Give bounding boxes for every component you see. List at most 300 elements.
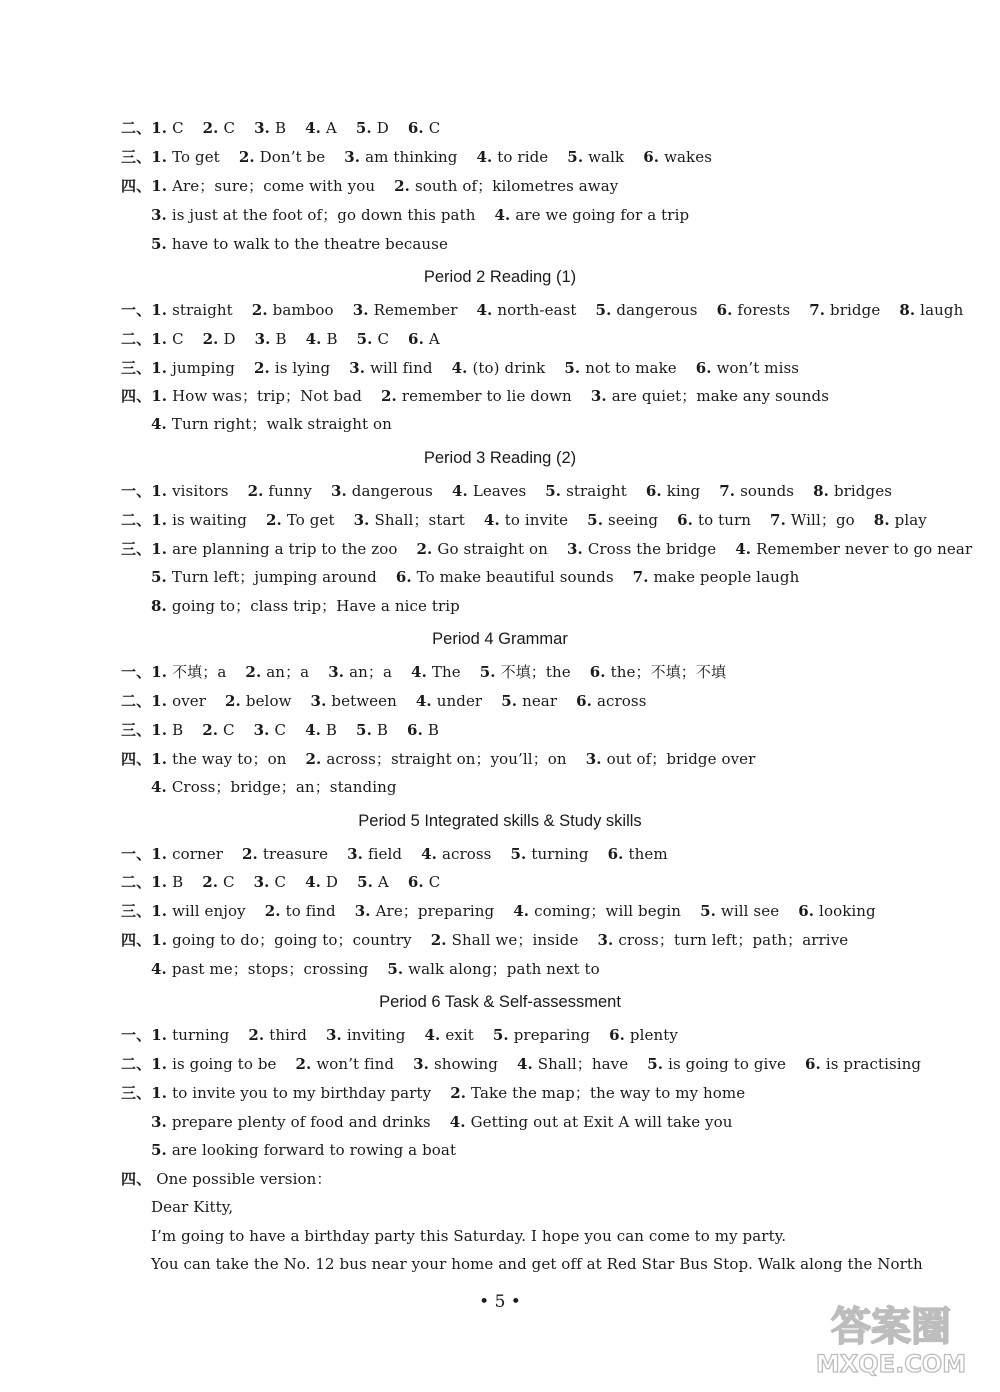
answer-text: going to；class trip；Have a nice trip (171, 597, 460, 615)
answer-text: across (441, 845, 492, 863)
question-number: 一、1. (121, 845, 168, 863)
answer-text: Cross the bridge (587, 540, 717, 558)
answer-line (121, 1054, 921, 1074)
answer-text: play (894, 511, 927, 529)
answer-line (151, 205, 689, 225)
question-number: 6. (798, 902, 815, 920)
question-number: 4. (483, 511, 500, 529)
question-number: 一、1. (121, 1026, 168, 1044)
question-number: 3. (344, 148, 361, 166)
answer-text: won’t find (316, 1055, 395, 1073)
question-number: 2. (247, 482, 264, 500)
question-number: 2. (251, 301, 268, 319)
answer-text: an；a (349, 663, 393, 681)
question-number: 3. (597, 931, 614, 949)
answer-text: C (223, 873, 235, 891)
question-number: 5. (510, 845, 527, 863)
question-number: 6. (645, 482, 662, 500)
question-number: 2. (202, 330, 219, 348)
answer-text: B (172, 873, 184, 891)
answer-text: is lying (274, 359, 331, 377)
question-number: 3. (354, 902, 371, 920)
answer-text: Getting out at Exit A will take you (470, 1113, 733, 1131)
question-number: 4. (516, 1055, 533, 1073)
question-number: 一、1. (121, 663, 168, 681)
question-number: 二、1. (121, 511, 168, 529)
answer-line (121, 1025, 678, 1045)
answer-text: walk (588, 148, 625, 166)
answer-text: the；不填；不填 (610, 663, 727, 681)
question-number: 二、1. (121, 692, 168, 710)
answer-text: B (275, 330, 287, 348)
question-number: 二、1. (121, 330, 168, 348)
question-number: 2. (202, 721, 219, 739)
answer-text: Are；preparing (375, 902, 495, 920)
question-number: 2. (430, 931, 447, 949)
question-number: 4. (151, 778, 167, 796)
answer-text: are we going for a trip (515, 206, 690, 224)
question-number: 5. (492, 1026, 509, 1044)
answer-line (151, 234, 448, 254)
question-number: 2. (202, 873, 219, 891)
answer-text: Turn left；jumping around (171, 568, 377, 586)
answer-text: won’t miss (716, 359, 800, 377)
question-number: 2. (394, 177, 410, 195)
question-number: 8. (873, 511, 890, 529)
question-number: 6. (677, 511, 693, 529)
question-number: 5. (595, 301, 612, 319)
answer-text: is going to give (668, 1055, 786, 1073)
question-number: 2. (202, 119, 219, 137)
answer-text: to invite (504, 511, 569, 529)
answer-text: straight (566, 482, 627, 500)
question-number: 2. (238, 148, 255, 166)
question-number: 5. (151, 235, 167, 253)
answer-text: cross；turn left；path；arrive (618, 931, 849, 949)
answer-text: preparing (513, 1026, 591, 1044)
answer-text: C (223, 721, 235, 739)
answer-text: between (331, 692, 397, 710)
answer-text: B (326, 330, 338, 348)
question-number: 四、1. (121, 750, 168, 768)
answer-text: south of；kilometres away (414, 177, 619, 195)
answer-line (121, 691, 647, 711)
question-number: 6. (407, 873, 424, 891)
question-number: 6. (589, 663, 606, 681)
answer-text: C (172, 119, 184, 137)
answer-text: have to walk to the theatre because (171, 235, 448, 253)
answer-text: not to make (585, 359, 677, 377)
answer-text: Are；sure；come with you (172, 177, 376, 195)
answer-text: Remember (373, 301, 458, 319)
question-number: 3. (352, 301, 369, 319)
question-number: 二、1. (121, 119, 168, 137)
question-number: 3. (253, 721, 270, 739)
answer-text: an；a (266, 663, 310, 681)
question-number: 4. (305, 330, 322, 348)
question-number: 二、1. (121, 1055, 168, 1073)
question-number: 3. (347, 845, 363, 863)
answer-text: forests (737, 301, 791, 319)
question-number: 3. (349, 359, 366, 377)
question-number: 4. (305, 119, 321, 137)
answer-line (151, 1112, 733, 1132)
answer-text: are quiet；make any sounds (611, 387, 830, 405)
question-number: 4. (451, 482, 468, 500)
answer-line (121, 481, 892, 501)
question-number: 4. (735, 540, 752, 558)
answer-text: Remember never to go near (756, 540, 973, 558)
watermark-url: MXQE.COM (815, 1350, 967, 1378)
question-number: 7. (770, 511, 786, 529)
answer-line (151, 959, 600, 979)
answer-text: going to do；going to；country (172, 931, 412, 949)
answer-text: straight (172, 301, 233, 319)
question-number: 3. (253, 873, 270, 891)
answer-text: Shall；start (374, 511, 465, 529)
answer-line (121, 901, 876, 921)
question-number: 7. (809, 301, 826, 319)
question-number: 6. (395, 568, 412, 586)
question-number: 三、1. (121, 1084, 168, 1102)
answer-text: wakes (664, 148, 713, 166)
answer-text: The (431, 663, 461, 681)
question-number: 6. (407, 119, 424, 137)
answer-text: Shall we；inside (451, 931, 579, 949)
question-number: 5. (356, 721, 372, 739)
answer-text: D (325, 873, 339, 891)
question-number: 四、1. (121, 177, 168, 195)
answer-text: funny (268, 482, 312, 500)
answer-text: across；straight on；you’ll；on (326, 750, 567, 768)
question-number: 5. (355, 119, 372, 137)
answer-text: plenty (629, 1026, 678, 1044)
answer-text: field (367, 845, 403, 863)
answer-text: am thinking (365, 148, 458, 166)
answer-line (151, 567, 799, 587)
question-number: 2. (305, 750, 322, 768)
question-number: 四、 (121, 1170, 152, 1188)
answer-text: make people laugh (653, 568, 800, 586)
answer-text: looking (819, 902, 876, 920)
answer-text: past me；stops；crossing (171, 960, 369, 978)
answer-line (151, 414, 392, 434)
question-number: 4. (151, 415, 167, 433)
question-number: 3. (325, 1026, 342, 1044)
answer-text: A (377, 873, 389, 891)
answer-line (121, 386, 829, 406)
answer-text: remember to lie down (401, 387, 572, 405)
question-number: 2. (264, 902, 281, 920)
answer-text: turning (172, 1026, 230, 1044)
question-number: 5. (151, 568, 167, 586)
page-number: • 5 • (479, 1292, 521, 1312)
answer-text: C (377, 330, 390, 348)
answer-text: C (172, 330, 184, 348)
question-number: 四、1. (121, 387, 168, 405)
question-number: 3. (328, 663, 345, 681)
question-number: 3. (254, 119, 270, 137)
answer-text: to invite you to my birthday party (172, 1084, 432, 1102)
question-number: 3. (585, 750, 602, 768)
answer-line (151, 1254, 923, 1274)
answer-text: will see (720, 902, 780, 920)
answer-text: turning (531, 845, 589, 863)
answer-text: bamboo (272, 301, 334, 319)
answer-text: bridge (830, 301, 881, 319)
question-number: 2. (450, 1084, 467, 1102)
answer-line (121, 720, 439, 740)
answer-text: (to) drink (472, 359, 546, 377)
question-number: 4. (305, 721, 321, 739)
question-number: 4. (449, 1113, 466, 1131)
answer-line (121, 358, 799, 378)
answer-text: to ride (497, 148, 549, 166)
question-number: 8. (151, 597, 167, 615)
answer-text: dangerous (616, 301, 698, 319)
answer-line (151, 596, 460, 616)
question-number: 四、1. (121, 931, 168, 949)
answer-text: third (269, 1026, 307, 1044)
answer-line (121, 300, 963, 320)
answer-text: Cross；bridge；an；standing (171, 778, 397, 796)
answer-text: To make beautiful sounds (416, 568, 614, 586)
answer-text: will find (370, 359, 433, 377)
answer-text: C (428, 119, 441, 137)
question-number: 4. (415, 692, 432, 710)
answer-text: will enjoy (172, 902, 246, 920)
question-number: 5. (700, 902, 716, 920)
answer-line (121, 844, 668, 864)
answer-text: 不填；the (500, 663, 571, 681)
question-number: 3. (590, 387, 607, 405)
answer-line (121, 539, 972, 559)
answer-text: showing (433, 1055, 498, 1073)
answer-line (121, 930, 848, 950)
question-number: 2. (380, 387, 397, 405)
answer-text: bridges (833, 482, 892, 500)
answer-text: I’m going to have a birthday party this Saturday. I hope you can come to my party. (151, 1227, 787, 1245)
answer-text: To get (172, 148, 220, 166)
answer-text: king (666, 482, 701, 500)
answer-text: C (274, 721, 287, 739)
question-number: 二、1. (121, 873, 168, 891)
question-number: 2. (253, 359, 270, 377)
question-number: 三、1. (121, 721, 168, 739)
question-number: 8. (813, 482, 829, 500)
question-number: 6. (607, 845, 624, 863)
answer-line (151, 1140, 456, 1160)
question-number: 7. (632, 568, 649, 586)
answer-text: Take the map；the way to my home (471, 1084, 746, 1102)
answer-text: near (522, 692, 558, 710)
question-number: 7. (719, 482, 736, 500)
question-number: 6. (695, 359, 712, 377)
answer-text: C (274, 873, 287, 891)
answer-text: inviting (346, 1026, 406, 1044)
answer-text: below (245, 692, 292, 710)
answer-text: is going to be (172, 1055, 277, 1073)
question-number: 5. (567, 148, 584, 166)
question-number: 5. (564, 359, 581, 377)
answer-text: laugh (920, 301, 964, 319)
question-number: 2. (245, 663, 262, 681)
question-number: 6. (576, 692, 592, 710)
question-number: 3. (254, 330, 271, 348)
answer-text: is just at the foot of；go down this path (171, 206, 476, 224)
question-number: 6. (408, 330, 424, 348)
answer-text: over (172, 692, 207, 710)
period-heading: Period 3 Reading (2) (423, 449, 577, 467)
answer-text: walk along；path next to (408, 960, 600, 978)
answer-text: are looking forward to rowing a boat (171, 1141, 457, 1159)
answer-text: them (628, 845, 668, 863)
question-number: 2. (416, 540, 433, 558)
question-number: 4. (424, 1026, 441, 1044)
question-number: 4. (494, 206, 511, 224)
question-number: 2. (225, 692, 241, 710)
answer-text: How was；trip；Not bad (172, 387, 362, 405)
question-number: 一、1. (121, 482, 168, 500)
answer-text: north-east (497, 301, 577, 319)
question-number: 4. (513, 902, 530, 920)
answer-text: across (596, 692, 647, 710)
answer-text: to find (285, 902, 336, 920)
watermark-text: 答案圈 (831, 1304, 951, 1350)
answer-line (151, 1197, 233, 1217)
question-number: 4. (151, 960, 167, 978)
question-number: 5. (587, 511, 604, 529)
question-number: 三、1. (121, 148, 168, 166)
answer-text: Don’t be (259, 148, 326, 166)
answer-line (121, 662, 726, 682)
answer-text: sounds (740, 482, 795, 500)
question-number: 4. (476, 148, 493, 166)
period-heading: Period 6 Task & Self-assessment (379, 993, 621, 1011)
question-number: 2. (266, 511, 282, 529)
answer-text: to turn (698, 511, 752, 529)
answer-text: are planning a trip to the zoo (172, 540, 398, 558)
answer-line (151, 777, 397, 797)
answer-line (121, 329, 440, 349)
answer-text: One possible version： (156, 1170, 332, 1188)
answer-text: A (428, 330, 440, 348)
question-number: 3. (566, 540, 583, 558)
question-number: 5. (479, 663, 496, 681)
answer-text: Go straight on (437, 540, 548, 558)
site-watermark-logo (808, 1296, 974, 1378)
question-number: 5. (357, 873, 373, 891)
answer-text: Leaves (472, 482, 527, 500)
answer-text: exit (445, 1026, 474, 1044)
question-number: 6. (407, 721, 423, 739)
answer-text: is waiting (172, 511, 247, 529)
answer-text: coming；will begin (534, 902, 682, 920)
answer-line (121, 176, 618, 196)
question-number: 2. (248, 1026, 265, 1044)
answer-line (121, 749, 755, 769)
question-number: 3. (310, 692, 327, 710)
question-number: 三、1. (121, 540, 168, 558)
answer-text: C (223, 119, 236, 137)
question-number: 5. (356, 330, 373, 348)
period-heading: Period 4 Grammar (432, 630, 568, 648)
question-number: 6. (805, 1055, 821, 1073)
question-number: 3. (413, 1055, 429, 1073)
question-number: 5. (501, 692, 518, 710)
period-heading: Period 5 Integrated skills & Study skills (358, 812, 642, 830)
question-number: 2. (295, 1055, 312, 1073)
answer-text: is practising (825, 1055, 922, 1073)
answer-text: B (325, 721, 338, 739)
answer-text: You can take the No. 12 bus near your home and get off at Red Star Bus Stop. Walk along the North (151, 1255, 923, 1273)
answer-text: B (427, 721, 440, 739)
answer-text: out of；bridge over (606, 750, 756, 768)
question-number: 6. (643, 148, 660, 166)
question-number: 3. (151, 1113, 167, 1131)
question-number: 2. (241, 845, 258, 863)
question-number: 3. (151, 206, 167, 224)
answer-line (121, 118, 440, 138)
question-number: 5. (151, 1141, 167, 1159)
question-number: 三、1. (121, 359, 168, 377)
answer-text: 不填；a (172, 663, 227, 681)
answer-line (121, 510, 927, 530)
answer-text: seeing (608, 511, 659, 529)
answer-text: A (325, 119, 337, 137)
answer-text: Will；go (790, 511, 855, 529)
answer-line (121, 1083, 745, 1103)
answer-text: visitors (172, 482, 229, 500)
answer-text: D (376, 119, 389, 137)
answer-text: B (376, 721, 389, 739)
question-number: 5. (387, 960, 404, 978)
question-number: 4. (305, 873, 321, 891)
answer-text: To get (286, 511, 335, 529)
question-number: 三、1. (121, 902, 168, 920)
answer-text: corner (172, 845, 223, 863)
answer-text: jumping (172, 359, 235, 377)
question-number: 4. (411, 663, 427, 681)
answer-line (151, 1226, 786, 1246)
answer-text: treasure (262, 845, 329, 863)
question-number: 6. (716, 301, 733, 319)
answer-text: C (428, 873, 441, 891)
answer-text: Turn right；walk straight on (171, 415, 392, 433)
answer-text: B (274, 119, 287, 137)
question-number: 4. (476, 301, 493, 319)
answer-line (121, 1169, 331, 1189)
question-number: 3. (353, 511, 370, 529)
answer-text: D (223, 330, 236, 348)
question-number: 6. (609, 1026, 625, 1044)
answer-text: B (172, 721, 184, 739)
question-number: 4. (451, 359, 468, 377)
period-heading: Period 2 Reading (1) (423, 268, 577, 286)
question-number: 5. (647, 1055, 664, 1073)
question-number: 8. (899, 301, 916, 319)
answer-line (121, 147, 712, 167)
answer-text: dangerous (351, 482, 433, 500)
question-number: 5. (545, 482, 562, 500)
answer-text: under (436, 692, 483, 710)
answer-text: prepare plenty of food and drinks (171, 1113, 431, 1131)
answer-text: the way to；on (172, 750, 287, 768)
answer-line (121, 872, 440, 892)
answer-text: Shall；have (537, 1055, 629, 1073)
question-number: 3. (330, 482, 347, 500)
question-number: 一、1. (121, 301, 168, 319)
